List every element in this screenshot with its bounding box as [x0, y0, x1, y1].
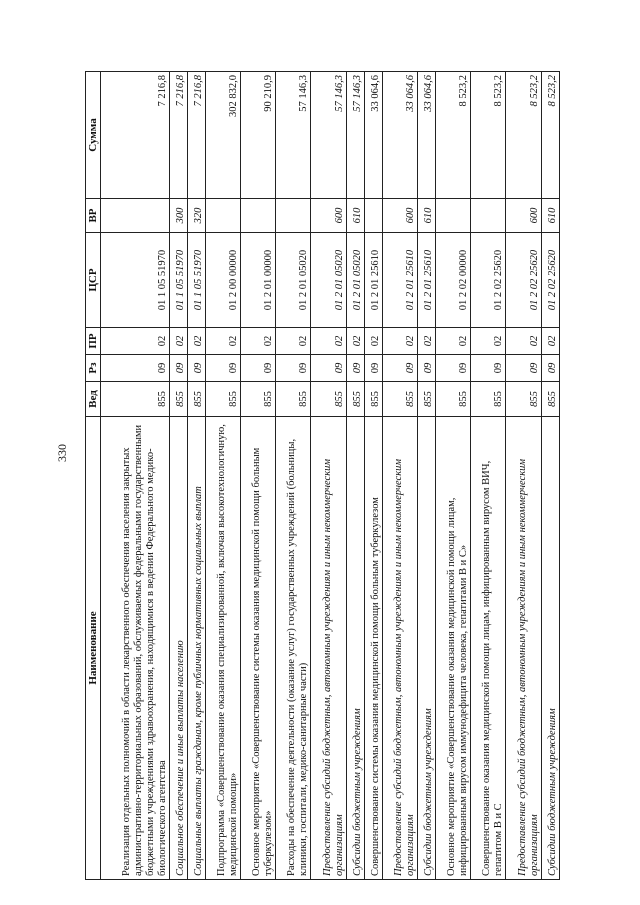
cell-vr [241, 199, 276, 233]
header-rz: Рз [86, 355, 101, 382]
cell-name: Совершенствование оказания медицинской помощи лицам, инфицированным вирусом ВИЧ, гепатитом B и C [471, 417, 506, 880]
table-row [169, 72, 187, 880]
cell-name: Социальные выплаты гражданам, кроме публичных нормативных социальных выплат [188, 417, 206, 880]
cell-vr [471, 199, 506, 233]
cell-rz: 09 [206, 355, 241, 382]
cell-pr: 02 [418, 328, 436, 355]
cell-vr [364, 199, 382, 233]
cell-csr: 01 2 02 25620 [471, 233, 506, 328]
cell-rz: 09 [506, 355, 541, 382]
cell-pr: 02 [346, 328, 364, 355]
cell-csr: 01 2 01 05020 [276, 233, 311, 328]
cell-rz: 09 [541, 355, 559, 382]
cell-name: Предоставление субсидий бюджетным, автономным учреждениям и иным некоммерческим организациям [506, 417, 541, 880]
cell-rz: 09 [364, 355, 382, 382]
cell-pr: 02 [506, 328, 541, 355]
cell-sum: 33 064,6 [364, 72, 382, 199]
cell-vr: 610 [418, 199, 436, 233]
cell-rz: 09 [346, 355, 364, 382]
cell-csr: 01 1 05 51970 [169, 233, 187, 328]
cell-rz: 09 [101, 355, 170, 382]
cell-sum: 57 146,3 [276, 72, 311, 199]
cell-sum: 33 064,6 [418, 72, 436, 199]
cell-pr: 02 [311, 328, 346, 355]
table-body [101, 72, 560, 880]
cell-csr: 01 2 00 00000 [206, 233, 241, 328]
rotated-table-container [85, 72, 560, 880]
table-row [541, 72, 559, 880]
table-row [101, 72, 170, 880]
cell-vr [101, 199, 170, 233]
table-row [346, 72, 364, 880]
table-row [311, 72, 346, 880]
cell-pr: 02 [206, 328, 241, 355]
table-row [241, 72, 276, 880]
cell-vr: 600 [383, 199, 418, 233]
cell-vr [436, 199, 471, 233]
cell-name: Основное мероприятие «Совершенствование системы оказания медицинской помощи больным туберкулезом» [241, 417, 276, 880]
cell-ved: 855 [436, 382, 471, 417]
cell-csr: 01 2 01 05020 [311, 233, 346, 328]
cell-pr: 02 [188, 328, 206, 355]
cell-csr: 01 2 01 25610 [418, 233, 436, 328]
cell-rz: 09 [418, 355, 436, 382]
budget-table [85, 71, 560, 880]
cell-pr: 02 [169, 328, 187, 355]
cell-ved: 855 [241, 382, 276, 417]
cell-csr: 01 2 01 25610 [364, 233, 382, 328]
cell-rz: 09 [436, 355, 471, 382]
cell-rz: 09 [188, 355, 206, 382]
cell-ved: 855 [206, 382, 241, 417]
table-row [383, 72, 418, 880]
cell-sum: 57 146,3 [311, 72, 346, 199]
header-row [86, 72, 101, 880]
table-row [471, 72, 506, 880]
cell-rz: 09 [276, 355, 311, 382]
cell-vr [276, 199, 311, 233]
cell-sum: 302 832,0 [206, 72, 241, 199]
cell-ved: 855 [276, 382, 311, 417]
cell-rz: 09 [311, 355, 346, 382]
cell-pr: 02 [436, 328, 471, 355]
cell-ved: 855 [471, 382, 506, 417]
table-row [276, 72, 311, 880]
header-sum: Сумма [86, 72, 101, 199]
cell-name: Предоставление субсидий бюджетным, автономным учреждениям и иным некоммерческим организациям [311, 417, 346, 880]
cell-name: Совершенствование системы оказания медицинской помощи больным туберкулезом [364, 417, 382, 880]
cell-name: Расходы на обеспечение деятельности (оказание услуг) государственных учреждений (больницы, клиники, госпитали, медико-санитарные части) [276, 417, 311, 880]
cell-csr: 01 1 05 51970 [101, 233, 170, 328]
cell-ved: 855 [541, 382, 559, 417]
cell-pr: 02 [276, 328, 311, 355]
cell-csr: 01 2 01 00000 [241, 233, 276, 328]
cell-sum: 33 064,6 [383, 72, 418, 199]
cell-name: Субсидии бюджетным учреждениям [418, 417, 436, 880]
cell-sum: 8 523,2 [506, 72, 541, 199]
table-row [188, 72, 206, 880]
cell-name: Реализация отдельных полномочий в области лекарственного обеспечения населения закрытых административно-территориальных образований, обслуживаемых федеральными государственными бюджетными учреждениями здравоохранения, находящимися в ведении Федерального медико-биологического агентства [101, 417, 170, 880]
cell-name: Подпрограмма «Совершенствование оказания специализированной, включая высокотехнологичную, медицинской помощи» [206, 417, 241, 880]
table-row [506, 72, 541, 880]
cell-ved: 855 [364, 382, 382, 417]
cell-pr: 02 [471, 328, 506, 355]
cell-vr: 610 [346, 199, 364, 233]
cell-sum: 57 146,3 [346, 72, 364, 199]
cell-name: Субсидии бюджетным учреждениям [541, 417, 559, 880]
cell-name: Основное мероприятие «Совершенствование оказания медицинской помощи лицам, инфицированным вирусом иммунодефицита человека, гепатитами B и C» [436, 417, 471, 880]
cell-vr: 610 [541, 199, 559, 233]
header-csr: ЦСР [86, 233, 101, 328]
header-pr: ПР [86, 328, 101, 355]
cell-pr: 02 [383, 328, 418, 355]
cell-rz: 09 [241, 355, 276, 382]
cell-sum: 7 216,8 [188, 72, 206, 199]
cell-ved: 855 [311, 382, 346, 417]
cell-ved: 855 [506, 382, 541, 417]
cell-csr: 01 2 02 25620 [506, 233, 541, 328]
table-row [436, 72, 471, 880]
cell-csr: 01 2 01 25610 [383, 233, 418, 328]
header-vr: ВР [86, 199, 101, 233]
cell-csr: 01 2 02 00000 [436, 233, 471, 328]
header-name: Наименование [86, 417, 101, 880]
cell-csr: 01 2 02 25620 [541, 233, 559, 328]
cell-pr: 02 [364, 328, 382, 355]
cell-csr: 01 2 01 05020 [346, 233, 364, 328]
cell-ved: 855 [346, 382, 364, 417]
cell-ved: 855 [383, 382, 418, 417]
cell-csr: 01 1 05 51970 [188, 233, 206, 328]
table-row [364, 72, 382, 880]
cell-rz: 09 [383, 355, 418, 382]
cell-sum: 8 523,2 [541, 72, 559, 199]
cell-vr [206, 199, 241, 233]
cell-sum: 7 216,8 [169, 72, 187, 199]
cell-ved: 855 [188, 382, 206, 417]
table-row [206, 72, 241, 880]
cell-pr: 02 [241, 328, 276, 355]
cell-rz: 09 [169, 355, 187, 382]
header-ved: Вед [86, 382, 101, 417]
cell-sum: 8 523,2 [436, 72, 471, 199]
cell-rz: 09 [471, 355, 506, 382]
page-number: 330 [55, 444, 69, 462]
cell-name: Предоставление субсидий бюджетным, автономным учреждениям и иным некоммерческим организациям [383, 417, 418, 880]
cell-sum: 7 216,8 [101, 72, 170, 199]
cell-name: Социальное обеспечение и иные выплаты населению [169, 417, 187, 880]
cell-name: Субсидии бюджетным учреждениям [346, 417, 364, 880]
cell-vr: 320 [188, 199, 206, 233]
cell-vr: 600 [506, 199, 541, 233]
cell-sum: 90 210,9 [241, 72, 276, 199]
cell-vr: 600 [311, 199, 346, 233]
table-header [86, 72, 101, 880]
cell-sum: 8 523,2 [471, 72, 506, 199]
cell-ved: 855 [101, 382, 170, 417]
cell-ved: 855 [169, 382, 187, 417]
cell-ved: 855 [418, 382, 436, 417]
cell-vr: 300 [169, 199, 187, 233]
cell-pr: 02 [541, 328, 559, 355]
table-row [418, 72, 436, 880]
cell-pr: 02 [101, 328, 170, 355]
